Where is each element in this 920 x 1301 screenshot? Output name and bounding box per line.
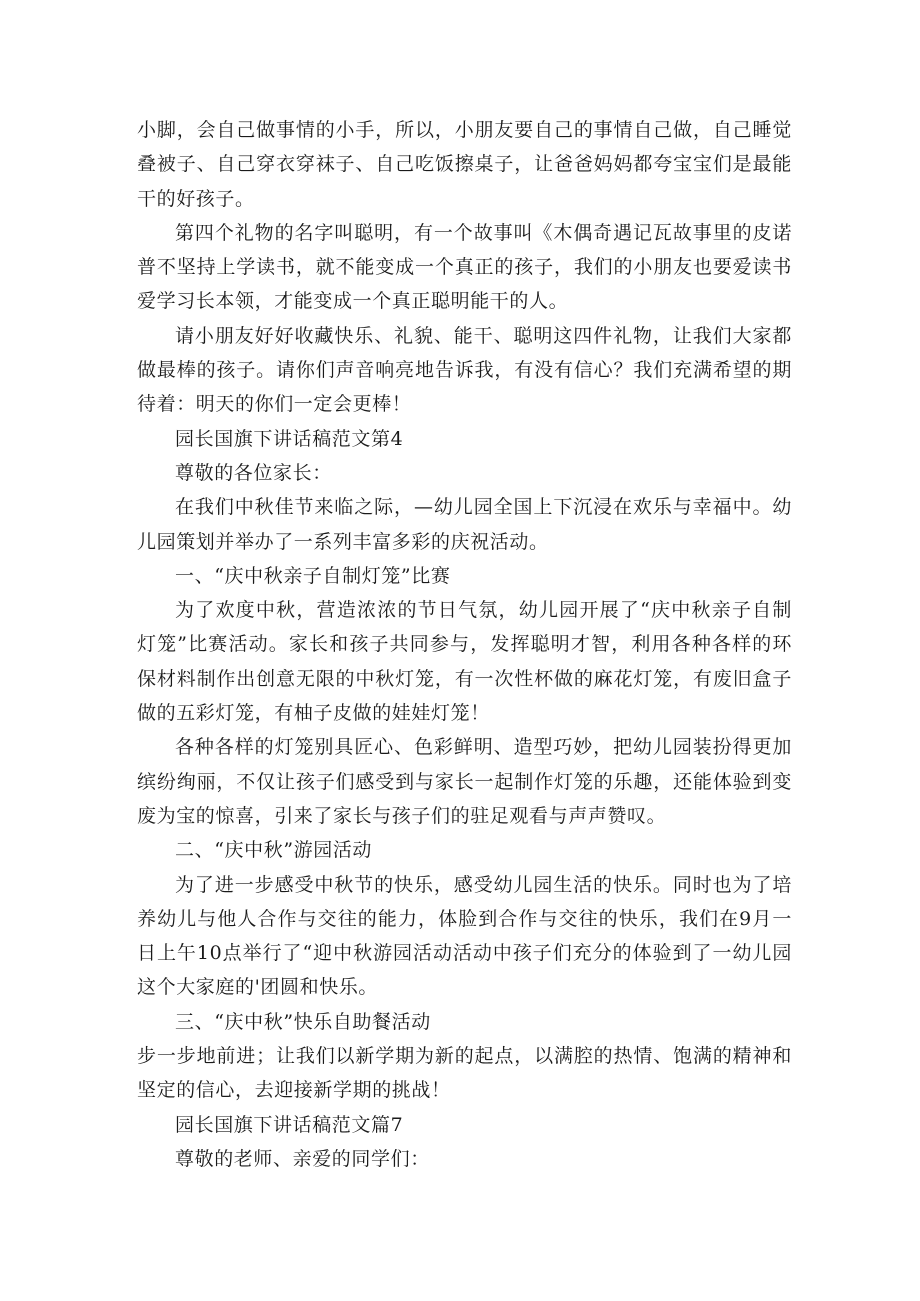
heading-garden-party: 二、“庆中秋”游园活动 xyxy=(175,839,373,862)
section-title-7: 园长国旗下讲话稿范文篇7 xyxy=(175,1113,404,1136)
salutation-teachers: 尊敬的老师、亲爱的同学们： xyxy=(175,1147,430,1170)
paragraph-3: 请小朋友好好收藏快乐、礼貌、能干、聪明这四件礼物，让我们大家都做最棒的孩子。请你们声音响亮地告诉我，有没有信心？我们充满希望的期待着：明天的你们一定会更棒！ xyxy=(137,324,792,416)
paragraph-2: 第四个礼物的名字叫聪明，有一个故事叫《木偶奇遇记瓦故事里的皮诺普不坚持上学读书，就不能变成一个真正的孩子，我们的小朋友也要爱读书爱学习长本领，才能变成一个真正聪明能干的人。 xyxy=(137,221,792,313)
paragraph-1: 小脚，会自己做事情的小手，所以，小朋友要自己的事情自己做，自己睡觉叠被子、自己穿衣穿袜子、自己吃饭擦桌子，让爸爸妈妈都夸宝宝们是最能干的好孩子。 xyxy=(137,119,792,210)
paragraph-garden-party: 为了进一步感受中秋节的快乐，感受幼儿园生活的快乐。同时也为了培养幼儿与他人合作与交往的能力，体脸到合作与交往的快乐，我们在9月一日上午10点举行了“迎中秋游园活动活动中孩子们充分的体验到了一幼儿园这个大家庭的'团圆和快乐。 xyxy=(137,873,792,999)
paragraph-new-semester: 步一步地前进；让我们以新学期为新的起点，以满腔的热情、饱满的精神和坚定的信心，去迎接新学期的挑战！ xyxy=(137,1045,792,1102)
document-body xyxy=(137,113,792,1176)
heading-lantern-contest: 一、“庆中秋亲子自制灯笼”比赛 xyxy=(175,564,451,587)
salutation-parents: 尊敬的各位家长： xyxy=(175,461,332,484)
heading-buffet: 三、“庆中秋”快乐自助餐活动 xyxy=(175,1010,431,1033)
paragraph-lantern-2: 各种各样的灯笼别具匠心、色彩鲜明、造型巧妙，把幼儿园装扮得更加缤纷绚丽，不仅让孩子们感受到与家长一起制作灯笼的乐趣，还能体验到变废为宝的惊喜，引来了家长与孩子们的驻足观看与声声赞叹。 xyxy=(137,736,792,827)
paragraph-lantern-1: 为了欢度中秋，营造浓浓的节日气氛，幼儿园开展了“庆中秋亲子自制灯笼”比赛活动。家长和孩子共同参与，发挥聪明才智，利用各种各样的环保材料制作出创意无限的中秋灯笼，有一次性杯做的麻花灯笼，有废旧盒子做的五彩灯笼，有柚子皮做的娃娃灯笼！ xyxy=(137,599,792,725)
paragraph-intro: 在我们中秋佳节来临之际，—幼儿园全国上下沉浸在欢乐与幸福中。幼儿园策划并举办了一系列丰富多彩的庆祝活动。 xyxy=(137,496,792,553)
section-title-4: 园长国旗下讲话稿范文第4 xyxy=(175,427,404,450)
